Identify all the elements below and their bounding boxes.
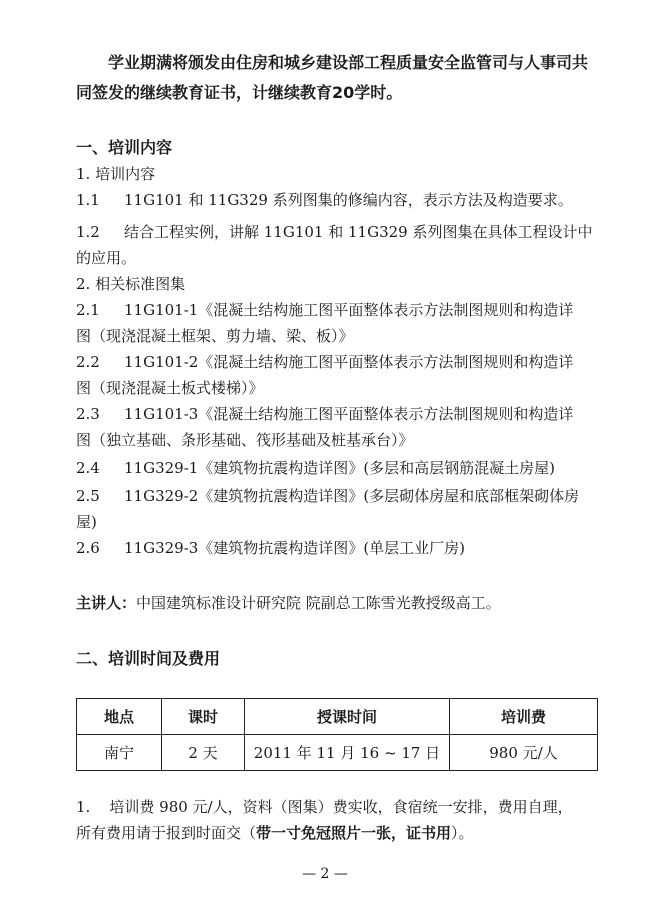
subsection-2-title: 2. 相关标准图集 bbox=[76, 275, 186, 293]
item-number: 2.2 bbox=[76, 353, 100, 371]
item-1-2-cont: 的应用。 bbox=[76, 249, 137, 267]
column-header-date: 授课时间 bbox=[245, 699, 450, 735]
item-number: 2.3 bbox=[76, 405, 100, 423]
section-2-title: 二、培训时间及费用 bbox=[76, 649, 221, 668]
page-number: — 2 — bbox=[302, 866, 348, 882]
cell-location: 南宁 bbox=[77, 735, 162, 771]
speaker-text: 中国建筑标准设计研究院 院副总工陈雪光教授级高工。 bbox=[136, 594, 501, 612]
item-2-3-cont: 图（独立基础、条形基础、筏形基础及桩基承台）》 bbox=[76, 431, 414, 449]
item-1-2 bbox=[76, 219, 596, 245]
speaker-line bbox=[76, 590, 596, 616]
item-1-1 bbox=[76, 187, 596, 213]
item-2-1 bbox=[76, 297, 596, 323]
intro-line-2: 同签发的继续教育证书，计继续教育20学时。 bbox=[76, 83, 403, 102]
training-schedule-table bbox=[76, 698, 598, 771]
item-text: 11G101-3《混凝土结构施工图平面整体表示方法制图规则和构造详 bbox=[124, 405, 574, 423]
table-header-row bbox=[77, 699, 598, 735]
cell-fee: 980 元/人 bbox=[450, 735, 598, 771]
item-number: 2.1 bbox=[76, 301, 100, 319]
item-2-2 bbox=[76, 349, 596, 375]
table-row bbox=[77, 735, 598, 771]
intro-line-1: 学业期满将颁发由住房和城乡建设部工程质量安全监管司与人事司共 bbox=[108, 53, 589, 72]
column-header-duration: 课时 bbox=[162, 699, 245, 735]
item-2-5-cont: 屋) bbox=[76, 513, 97, 531]
item-2-1-cont: 图（现浇混凝土框架、剪力墙、梁、板）》 bbox=[76, 327, 354, 345]
item-text: 11G329-1《建筑物抗震构造详图》(多层和高层钢筋混凝土房屋) bbox=[124, 459, 556, 477]
item-text: 11G329-3《建筑物抗震构造详图》(单层工业厂房) bbox=[124, 539, 466, 557]
item-number: 2.4 bbox=[76, 459, 100, 477]
column-header-location: 地点 bbox=[77, 699, 162, 735]
item-text: 结合工程实例，讲解 11G101 和 11G329 系列图集在具体工程设计中 bbox=[124, 223, 593, 241]
cell-duration: 2 天 bbox=[162, 735, 245, 771]
subsection-1-title: 1. 培训内容 bbox=[76, 165, 156, 183]
item-text: 11G101-2《混凝土结构施工图平面整体表示方法制图规则和构造详 bbox=[124, 353, 574, 371]
item-number: 1.1 bbox=[76, 191, 100, 209]
item-text: 11G329-2《建筑物抗震构造详图》(多层砌体房屋和底部框架砌体房 bbox=[124, 487, 580, 505]
item-text: 11G101-1《混凝土结构施工图平面整体表示方法制图规则和构造详 bbox=[124, 301, 574, 319]
item-number: 2.6 bbox=[76, 539, 100, 557]
item-2-6 bbox=[76, 535, 596, 561]
fee-note-line-1 bbox=[76, 794, 596, 820]
section-1-title: 一、培训内容 bbox=[76, 138, 173, 157]
item-text: 11G101 和 11G329 系列图集的修编内容，表示方法及构造要求。 bbox=[124, 191, 573, 209]
item-2-3 bbox=[76, 401, 596, 427]
item-number: 2.5 bbox=[76, 487, 100, 505]
item-2-4 bbox=[76, 455, 596, 481]
fee-note-line-2 bbox=[76, 820, 596, 846]
note-text-plain: 所有费用请于报到时面交（ bbox=[76, 824, 257, 842]
note-text: 培训费 980 元/人，资料（图集）费实收，食宿统一安排，费用自理， bbox=[109, 798, 573, 816]
item-2-2-cont: 图（现浇混凝土板式楼梯）》 bbox=[76, 379, 264, 397]
note-number: 1. bbox=[76, 798, 91, 816]
item-2-5 bbox=[76, 483, 596, 509]
cell-date: 2011 年 11 月 16 ~ 17 日 bbox=[245, 735, 450, 771]
item-number: 1.2 bbox=[76, 223, 100, 241]
note-text-bold: 带一寸免冠照片一张，证书用 bbox=[256, 824, 452, 842]
note-text-end: ）。 bbox=[451, 824, 474, 842]
speaker-label: 主讲人： bbox=[76, 594, 137, 612]
column-header-fee: 培训费 bbox=[450, 699, 598, 735]
